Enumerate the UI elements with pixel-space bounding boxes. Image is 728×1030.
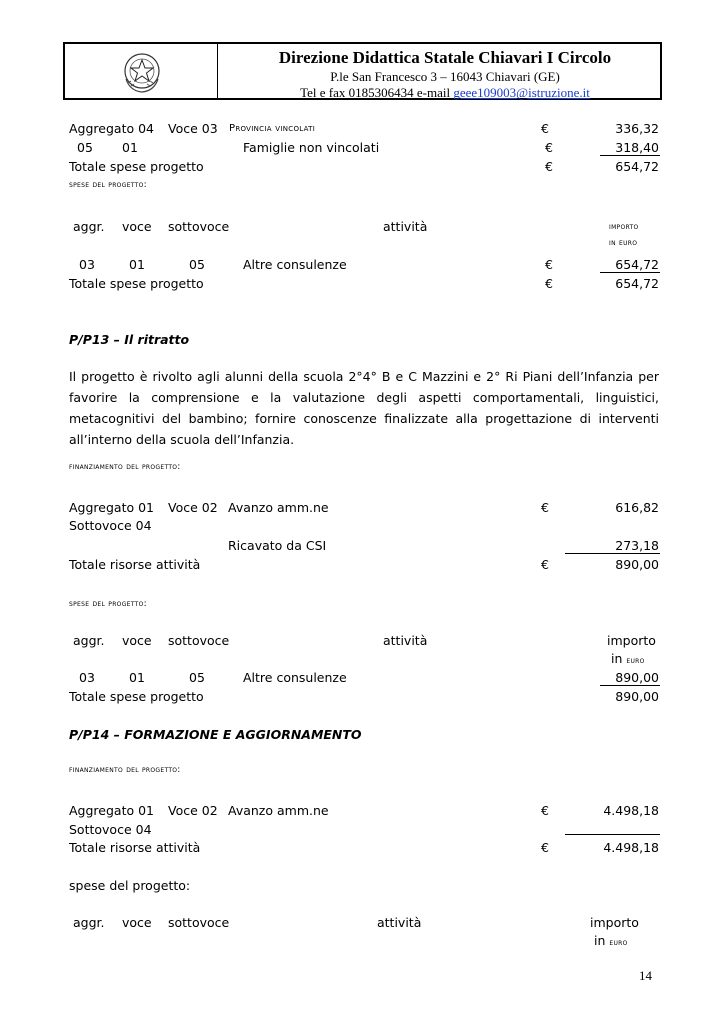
sum-line <box>600 272 660 273</box>
sec1-total-currency: € <box>545 159 553 174</box>
p14-col-euro: euro <box>609 938 628 948</box>
p14-ftot-amount: 4.498,18 <box>603 840 659 855</box>
sec1-r2-aggregato: 05 <box>77 140 93 155</box>
p14-spese-heading: spese del progetto: <box>69 878 191 893</box>
p13-f1-desc: Avanzo amm.ne <box>228 500 329 515</box>
sec1-r2-currency: € <box>545 140 553 155</box>
sec1-r1-aggregato: Aggregato 04 <box>69 121 154 136</box>
sec1-col-in-euro: in euro <box>609 238 638 248</box>
p13-s-desc: Altre consulenze <box>243 670 347 685</box>
sec1-s-currency: € <box>545 257 553 272</box>
sec1-s-desc: Altre consulenze <box>243 257 347 272</box>
sec1-s-aggr: 03 <box>79 257 95 272</box>
p13-s-amount: 890,00 <box>615 670 659 685</box>
p13-s-aggr: 03 <box>79 670 95 685</box>
p13-f1-sottovoce: Sottovoce 04 <box>69 518 152 533</box>
p13-col-sottovoce: sottovoce <box>168 633 230 648</box>
p13-description: Il progetto è rivolto agli alunni della scuola 2°4° B e C Mazzini e 2° Ri Piani dell’Infanzia per favorire la comprensione e la valutazione degli aspetti comportamentali, linguistici, metacognitivi del bambino; fornire conoscenze finalizzate alla progettazione di interventi all’interno della scuola dell’Infanzia. <box>69 369 659 447</box>
p14-f1-sottovoce: Sottovoce 04 <box>69 822 152 837</box>
p13-col-euro: euro <box>626 656 645 666</box>
p13-col-attivita: attività <box>383 633 428 648</box>
sec1-s-sottovoce: 05 <box>189 257 205 272</box>
sec1-total-label: Totale spese progetto <box>69 159 204 174</box>
p14-col-in: in <box>594 933 606 948</box>
p13-f1-aggregato: Aggregato 01 <box>69 500 154 515</box>
p13-col-importo: importo <box>607 633 656 648</box>
p14-title: P/P14 – FORMAZIONE E AGGIORNAMENTO <box>69 727 362 742</box>
p14-col-importo: importo <box>590 915 639 930</box>
sec1-s-voce: 01 <box>129 257 145 272</box>
p13-f2-desc: Ricavato da CSI <box>228 538 327 553</box>
sec1-total-amount: 654,72 <box>615 159 659 174</box>
p13-spese-heading: spese del progetto: <box>69 599 147 609</box>
p13-f1-voce: Voce 02 <box>168 500 218 515</box>
sec1-s-amount: 654,72 <box>615 257 659 272</box>
sum-line <box>565 553 660 554</box>
p14-fin-heading: finanziamento del progetto: <box>69 765 181 775</box>
p13-ftot-label: Totale risorse attività <box>69 557 201 572</box>
sec1-spese-heading: spese del progetto: <box>69 180 147 190</box>
letterhead-box <box>63 42 662 100</box>
p13-s-total-amount: 890,00 <box>615 689 659 704</box>
p13-ftot-currency: € <box>541 557 549 572</box>
sec1-col-importo: importo <box>609 222 639 232</box>
page-number: 14 <box>639 968 652 983</box>
p13-f2-amount: 273,18 <box>615 538 659 553</box>
p13-col-in-euro <box>611 651 645 666</box>
email-link[interactable]: geee109003@istruzione.it <box>453 85 590 100</box>
school-name: Direzione Didattica Statale Chiavari I Circolo <box>278 48 612 67</box>
contact-text: Tel e fax 0185306434 e-mail <box>300 85 454 100</box>
sec1-r2-amount: 318,40 <box>615 140 659 155</box>
sec1-r1-desc: Provincia vincolati <box>229 123 316 134</box>
sec1-col-sottovoce: sottovoce <box>168 219 230 234</box>
p13-col-aggr: aggr. <box>73 633 105 648</box>
sec1-r1-currency: € <box>541 121 549 136</box>
sec1-s-total-amount: 654,72 <box>615 276 659 291</box>
p14-f1-currency: € <box>541 803 549 818</box>
p13-f1-currency: € <box>541 500 549 515</box>
p14-f1-voce: Voce 02 <box>168 803 218 818</box>
sec1-col-voce: voce <box>122 219 152 234</box>
sec1-s-total-currency: € <box>545 276 553 291</box>
p13-ftot-amount: 890,00 <box>615 557 659 572</box>
p14-ftot-currency: € <box>541 840 549 855</box>
p13-fin-heading: finanziamento del progetto: <box>69 462 181 472</box>
p13-title: P/P13 – Il ritratto <box>69 332 190 347</box>
header-divider <box>217 44 218 98</box>
sec1-s-total-label: Totale spese progetto <box>69 276 204 291</box>
sec1-col-attivita: attività <box>383 219 428 234</box>
p14-col-aggr: aggr. <box>73 915 105 930</box>
p14-f1-amount: 4.498,18 <box>603 803 659 818</box>
p13-s-total-label: Totale spese progetto <box>69 689 204 704</box>
p13-s-voce: 01 <box>129 670 145 685</box>
sum-line <box>600 155 660 156</box>
sec1-r1-voce: Voce 03 <box>168 121 218 136</box>
italian-republic-emblem-icon <box>120 49 164 95</box>
p14-ftot-label: Totale risorse attività <box>69 840 201 855</box>
sec1-r1-amount: 336,32 <box>615 121 659 136</box>
p14-col-attivita: attività <box>377 915 422 930</box>
p13-s-sottovoce: 05 <box>189 670 205 685</box>
sec1-r2-desc: Famiglie non vincolati <box>243 140 380 155</box>
sec1-r2-voce: 01 <box>122 140 138 155</box>
p13-col-voce: voce <box>122 633 152 648</box>
p14-col-sottovoce: sottovoce <box>168 915 230 930</box>
sum-line <box>565 834 660 835</box>
sec1-col-aggr: aggr. <box>73 219 105 234</box>
p13-col-in: in <box>611 651 623 666</box>
p14-col-in-euro <box>594 933 628 948</box>
school-contact <box>240 85 650 101</box>
school-address: P.le San Francesco 3 – 16043 Chiavari (GE) <box>330 69 560 84</box>
p14-f1-desc: Avanzo amm.ne <box>228 803 329 818</box>
sum-line <box>600 685 660 686</box>
p14-f1-aggregato: Aggregato 01 <box>69 803 154 818</box>
p14-col-voce: voce <box>122 915 152 930</box>
p13-f1-amount: 616,82 <box>615 500 659 515</box>
